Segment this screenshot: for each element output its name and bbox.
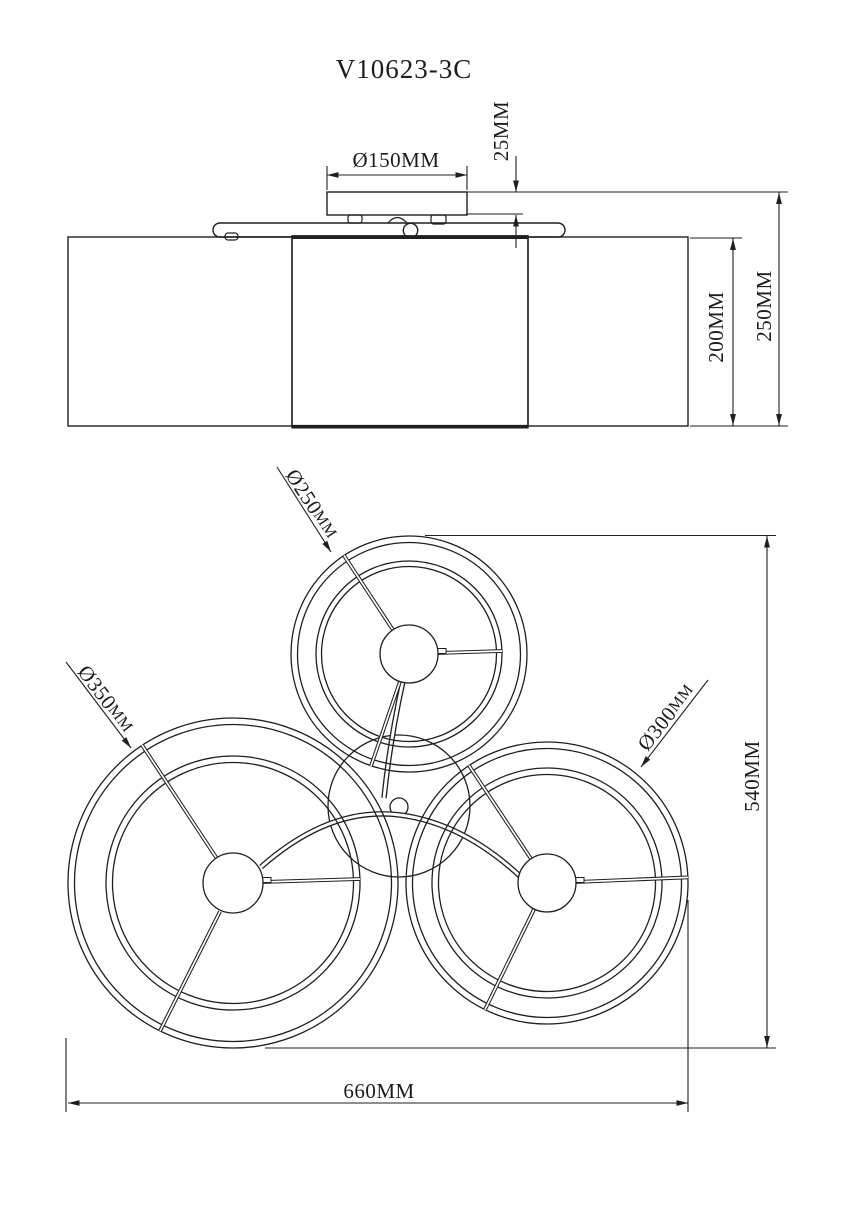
dimension-canopy-height xyxy=(466,156,788,248)
plan-view xyxy=(68,536,688,1048)
canopy-diameter-label: Ø150MM xyxy=(352,148,440,172)
shade-250-value: Ø250 xyxy=(280,464,328,519)
shade-350-unit: MM xyxy=(104,701,137,736)
shade-wireframe-250 xyxy=(291,536,527,772)
total-height-plan-label: 540MM xyxy=(740,740,764,812)
shade-250-label xyxy=(281,465,344,544)
side-shade-front xyxy=(292,236,528,428)
side-shade-left xyxy=(68,237,292,426)
hub-250 xyxy=(380,625,438,683)
side-view xyxy=(68,192,688,428)
total-height-side-label: 250MM xyxy=(752,270,776,342)
mounting-plate xyxy=(213,223,565,237)
drawing-title: V10623-3C xyxy=(335,54,473,84)
shade-350-label xyxy=(73,661,139,738)
canopy-height-label: 25MM xyxy=(489,100,513,162)
side-shade-right xyxy=(528,237,688,426)
shade-250-unit: MM xyxy=(310,507,341,542)
shade-wireframe-300 xyxy=(406,742,688,1024)
total-width-label: 660MM xyxy=(343,1079,415,1103)
hub-350 xyxy=(203,853,263,913)
shade-300-value: Ø300 xyxy=(632,702,682,756)
side-view-dimensions xyxy=(327,156,788,426)
shade-height-label: 200MM xyxy=(704,291,728,363)
shade-350-value: Ø350 xyxy=(72,660,122,714)
canopy-outline xyxy=(327,192,467,215)
hub-300 xyxy=(518,854,576,912)
shade-wireframe-350 xyxy=(68,718,398,1048)
dimension-total-height-plan xyxy=(265,536,776,1049)
shade-300-label xyxy=(632,679,699,755)
shade-300-unit: MM xyxy=(665,680,697,715)
